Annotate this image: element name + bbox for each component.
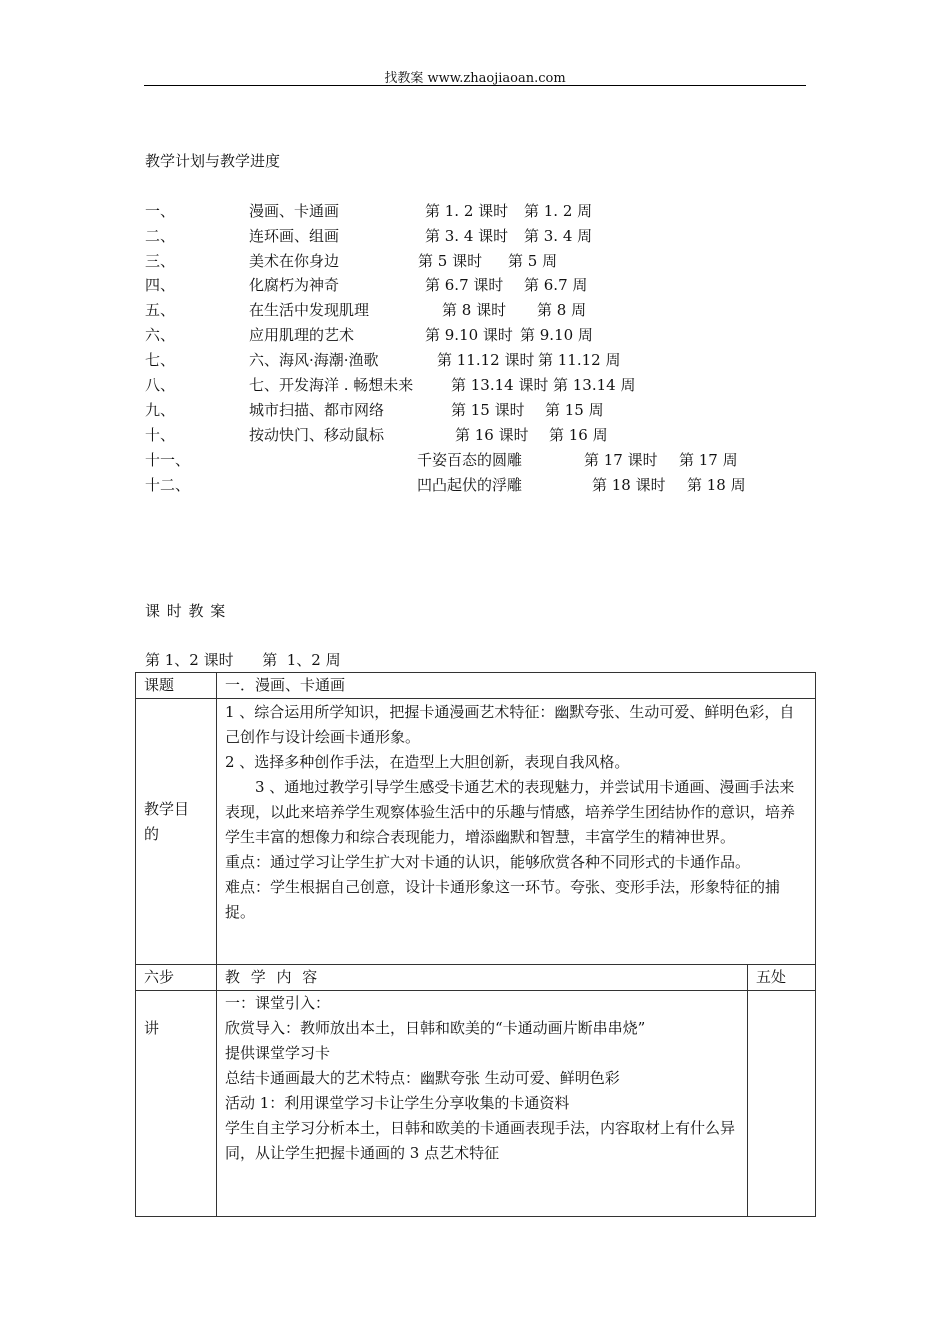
objective-label-text: 教学目的 — [144, 799, 190, 843]
topic-label: 课题 — [136, 673, 217, 699]
plan-row-week: 第 13.14 周 — [553, 376, 636, 394]
plan-row-num: 二、 — [145, 227, 176, 245]
plan-row-num: 八、 — [145, 376, 176, 394]
plan-row-week: 第 11.12 周 — [538, 351, 621, 369]
lesson-period: 第 1、2 课时 第 1、2 周 — [145, 651, 341, 669]
plan-row-num: 九、 — [145, 401, 176, 419]
objective-item: 3 、通地过教学引导学生感受卡通艺术的表现魅力，并尝试用卡通画、漫画手法来表现，以此来培养学生观察体验生活中的乐趣与情感，培养学生团结协作的意识，培养学生丰富的想像力和综合表现能力，增添幽默和智慧，丰富学生的精神世界。 — [225, 778, 796, 846]
plan-row-topic: 美术在你身边 — [249, 252, 340, 270]
plan-row-week: 第 1. 2 周 — [524, 202, 593, 220]
plan-row-topic: 七、开发海洋 . 畅想未来 — [249, 376, 414, 394]
lesson-table — [135, 672, 816, 1217]
plan-row-topic: 连环画、组画 — [249, 227, 340, 245]
objective-row — [136, 699, 816, 965]
plan-row-num: 三、 — [145, 252, 176, 270]
objective-difficulty: 难点：学生根据自己创意，设计卡通形象这一环节。夸张、变形手法，形象特征的捕捉。 — [225, 878, 781, 921]
content-label: 教 学 内 容 — [217, 965, 748, 991]
plan-row-topic: 城市扫描、都市网络 — [249, 401, 385, 419]
objective-item: 2 、选择多种创作手法，在造型上大胆创新，表现自我风格。 — [225, 753, 630, 771]
content-line: 一：课堂引入： — [225, 994, 331, 1012]
step-name: 讲 — [136, 991, 217, 1217]
steps-header-row — [136, 965, 816, 991]
plan-row-lesson: 第 1. 2 课时 — [425, 202, 509, 220]
objective-label — [136, 699, 217, 965]
plan-row-topic: 在生活中发现肌理 — [249, 301, 370, 319]
plan-row-topic: 应用肌理的艺术 — [249, 326, 355, 344]
site-header: 找教案 www.zhaojiaoan.com — [384, 71, 566, 86]
steps-label: 六步 — [136, 965, 217, 991]
plan-row-num: 十、 — [145, 426, 176, 444]
plan-row-topic: 六、海风·海潮·渔歌 — [249, 351, 379, 369]
plan-row-week: 第 9.10 周 — [520, 326, 593, 344]
plan-row-lesson: 第 13.14 课时 — [451, 376, 549, 394]
header-divider — [144, 85, 806, 86]
plan-row-num: 五、 — [145, 301, 176, 319]
objective-cell — [217, 699, 816, 965]
plan-title: 教学计划与教学进度 — [145, 152, 281, 170]
plan-row-week: 第 16 周 — [549, 426, 608, 444]
plan-row-lesson: 第 8 课时 — [442, 301, 507, 319]
plan-row-week: 第 5 周 — [508, 252, 558, 270]
topic-row — [136, 673, 816, 699]
plan-row-week: 第 18 周 — [687, 476, 746, 494]
step-places — [748, 991, 816, 1217]
plan-row-lesson: 第 16 课时 — [455, 426, 529, 444]
plan-row-week: 第 6.7 周 — [524, 276, 588, 294]
plan-row-num: 七、 — [145, 351, 176, 369]
plan-row-topic: 化腐朽为神奇 — [249, 276, 340, 294]
plan-row-topic: 凹凸起伏的浮雕 — [417, 476, 523, 494]
plan-row-lesson: 第 18 课时 — [592, 476, 666, 494]
plan-row-topic: 按动快门、移动鼠标 — [249, 426, 385, 444]
plan-row-week: 第 17 周 — [679, 451, 738, 469]
plan-row-lesson: 第 9.10 课时 — [425, 326, 513, 344]
plan-row-num: 一、 — [145, 202, 176, 220]
lesson-plan-heading: 课 时 教 案 — [145, 602, 227, 620]
plan-row-num: 四、 — [145, 276, 176, 294]
topic-value: 一．漫画、卡通画 — [217, 673, 816, 699]
plan-row-lesson: 第 5 课时 — [418, 252, 483, 270]
plan-row-lesson: 第 3. 4 课时 — [425, 227, 509, 245]
places-label: 五处 — [748, 965, 816, 991]
plan-row-topic: 漫画、卡通画 — [249, 202, 340, 220]
step-content — [217, 991, 748, 1217]
content-line: 提供课堂学习卡 — [225, 1044, 331, 1062]
plan-row-lesson: 第 15 课时 — [451, 401, 525, 419]
plan-row-num: 十一、 — [145, 451, 191, 469]
plan-row-week: 第 8 周 — [537, 301, 587, 319]
objective-key-point: 重点：通过学习让学生扩大对卡通的认识，能够欣赏各种不同形式的卡通作品。 — [225, 853, 751, 871]
content-line: 活动 1：利用课堂学习卡让学生分享收集的卡通资料 — [225, 1094, 570, 1112]
plan-row-lesson: 第 6.7 课时 — [425, 276, 504, 294]
plan-row-week: 第 15 周 — [545, 401, 604, 419]
content-line: 欣赏导入：教师放出本土，日韩和欧美的“卡通动画片断串串烧” — [225, 1019, 646, 1037]
step-row — [136, 991, 816, 1217]
objective-item: 1 、综合运用所学知识，把握卡通漫画艺术特征：幽默夸张、生动可爱、鲜明色彩，自己创作与设计绘画卡通形象。 — [225, 703, 795, 746]
plan-row-num: 六、 — [145, 326, 176, 344]
plan-row-lesson: 第 17 课时 — [584, 451, 658, 469]
plan-row-week: 第 3. 4 周 — [524, 227, 593, 245]
content-line: 学生自主学习分析本土，日韩和欧美的卡通画表现手法，内容取材上有什么异同，从让学生把握卡通画的 3 点艺术特征 — [225, 1119, 736, 1162]
plan-row-lesson: 第 11.12 课时 — [437, 351, 535, 369]
content-line: 总结卡通画最大的艺术特点：幽默夸张 生动可爱、鲜明色彩 — [225, 1069, 620, 1087]
plan-row-num: 十二、 — [145, 476, 191, 494]
plan-row-topic: 千姿百态的圆雕 — [417, 451, 523, 469]
